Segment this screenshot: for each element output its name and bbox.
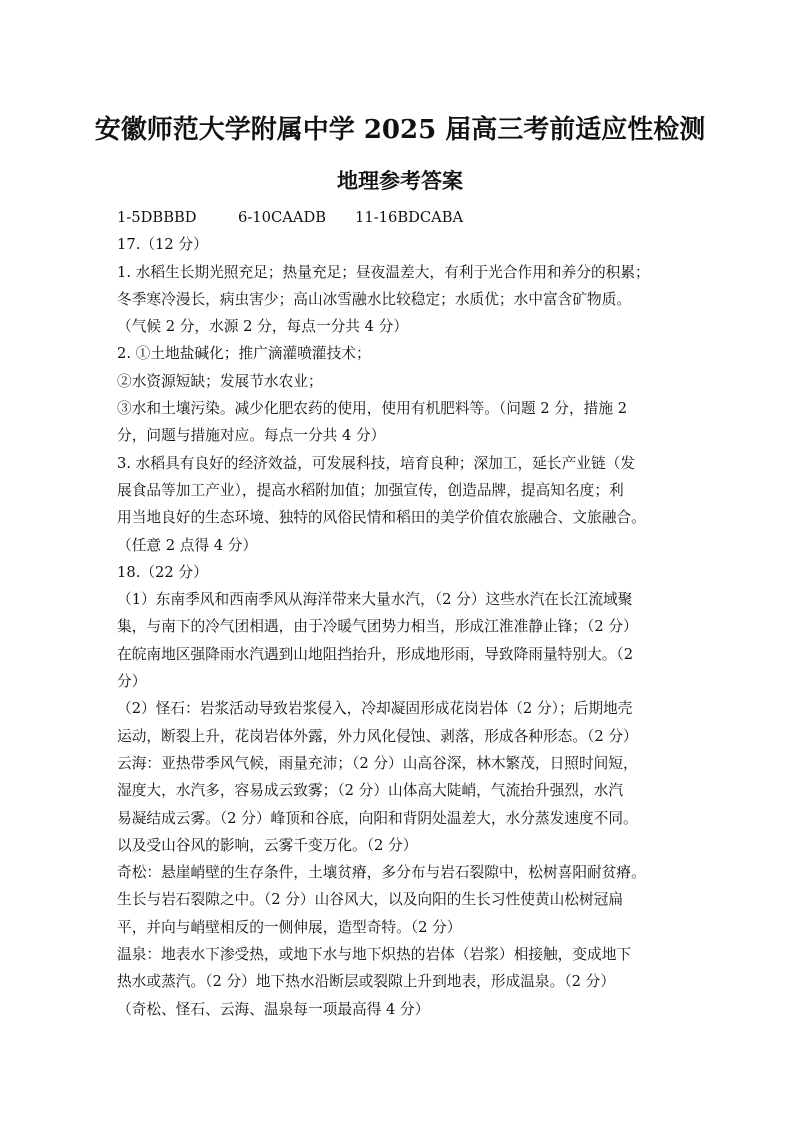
answer-line: 平，并向与峭壁相反的一侧伸展，造型奇特。（2 分） bbox=[117, 918, 462, 936]
answer-line: （2）怪石：岩浆活动导致岩浆侵入，冷却凝固形成花岗岩体（2 分）；后期地壳 bbox=[117, 700, 633, 718]
answer-line: 3. 水稻具有良好的经济效益，可发展科技，培育良种；深加工，延长产业链（发 bbox=[117, 454, 636, 472]
multiple-choice-answers bbox=[117, 204, 700, 231]
answer-line: 冬季寒冷漫长，病虫害少；高山冰雪融水比较稳定；水质优；水中富含矿物质。 bbox=[117, 290, 632, 308]
answer-line: 湿度大，水汽多，容易成云致雾；（2 分）山体高大陡峭，气流抬升强烈，水汽 bbox=[117, 782, 624, 800]
answer-line: 17.（12 分） bbox=[117, 236, 208, 254]
answer-line: （气候 2 分，水源 2 分，每点一分共 4 分） bbox=[117, 318, 409, 336]
mc-answer-group: 1-5DBBBD bbox=[117, 209, 197, 226]
answer-line: （1）东南季风和西南季风从海洋带来大量水汽，（2 分）这些水汽在长江流域聚 bbox=[117, 591, 633, 609]
answer-line: （奇松、怪石、云海、温泉每一项最高得 4 分） bbox=[117, 1000, 430, 1018]
answer-line: 分，问题与措施对应。每点一分共 4 分） bbox=[117, 427, 386, 445]
mc-answer-group: 6-10CAADB bbox=[238, 209, 327, 226]
answer-line: 温泉：地表水下渗受热，或地下水与地下炽热的岩体（岩浆）相接触，变成地下 bbox=[117, 946, 632, 964]
answer-line: 分） bbox=[117, 673, 147, 691]
answer-line: 生长与岩石裂隙之中。（2 分）山谷风大，以及向阳的生长习性使黄山松树冠扁 bbox=[117, 891, 624, 909]
answer-line: 热水或蒸汽。（2 分）地下热水沿断层或裂隙上升到地表，形成温泉。（2 分） bbox=[117, 973, 616, 991]
mc-answer-group: 11-16BDCABA bbox=[355, 209, 464, 226]
answer-line: 奇松：悬崖峭壁的生存条件，土壤贫瘠，多分布与岩石裂隙中，松树喜阳耐贫瘠。 bbox=[117, 864, 646, 882]
document-subtitle: 地理参考答案 bbox=[337, 168, 463, 193]
answer-line: 在皖南地区强降雨水汽遇到山地阻挡抬升，形成地形雨，导致降雨量特别大。（2 bbox=[117, 645, 634, 663]
answer-line: 易凝结成云雾。（2 分）峰顶和谷底，向阳和背阴处温差大，水分蒸发速度不同。 bbox=[117, 809, 638, 827]
answer-line: 运动，断裂上升，花岗岩体外露，外力风化侵蚀、剥落，形成各种形态。（2 分） bbox=[117, 727, 638, 745]
answer-line: 以及受山谷风的影响，云雾千变万化。（2 分） bbox=[117, 836, 418, 854]
answer-line: 用当地良好的生态环境、独特的风俗民情和稻田的美学价值农旅融合、文旅融合。 bbox=[117, 509, 646, 527]
answer-line: ③水和土壤污染。减少化肥农药的使用，使用有机肥料等。（问题 2 分，措施 2 bbox=[117, 400, 628, 418]
document-title: 安徽师范大学附属中学 2025 届高三考前适应性检测 bbox=[94, 115, 706, 145]
answer-line: 2. ①土地盐碱化；推广滴灌喷灌技术； bbox=[117, 345, 371, 363]
answer-line: 18.（22 分） bbox=[117, 563, 208, 581]
answer-line: 展食品等加工产业），提高水稻附加值；加强宣传，创造品牌，提高知名度；利 bbox=[117, 481, 624, 499]
answer-line: 云海：亚热带季风气候，雨量充沛；（2 分）山高谷深，林木繁茂，日照时间短， bbox=[117, 754, 638, 772]
answer-line: ②水资源短缺；发展节水农业； bbox=[117, 372, 323, 390]
answer-line: （任意 2 点得 4 分） bbox=[117, 536, 258, 554]
answer-line: 集，与南下的冷气团相遇，由于冷暖气团势力相当，形成江淮准静止锋；（2 分） bbox=[117, 618, 638, 636]
answer-line: 1. 水稻生长期光照充足；热量充足；昼夜温差大，有利于光合作用和养分的积累； bbox=[117, 263, 650, 281]
answer-body bbox=[117, 204, 700, 1023]
